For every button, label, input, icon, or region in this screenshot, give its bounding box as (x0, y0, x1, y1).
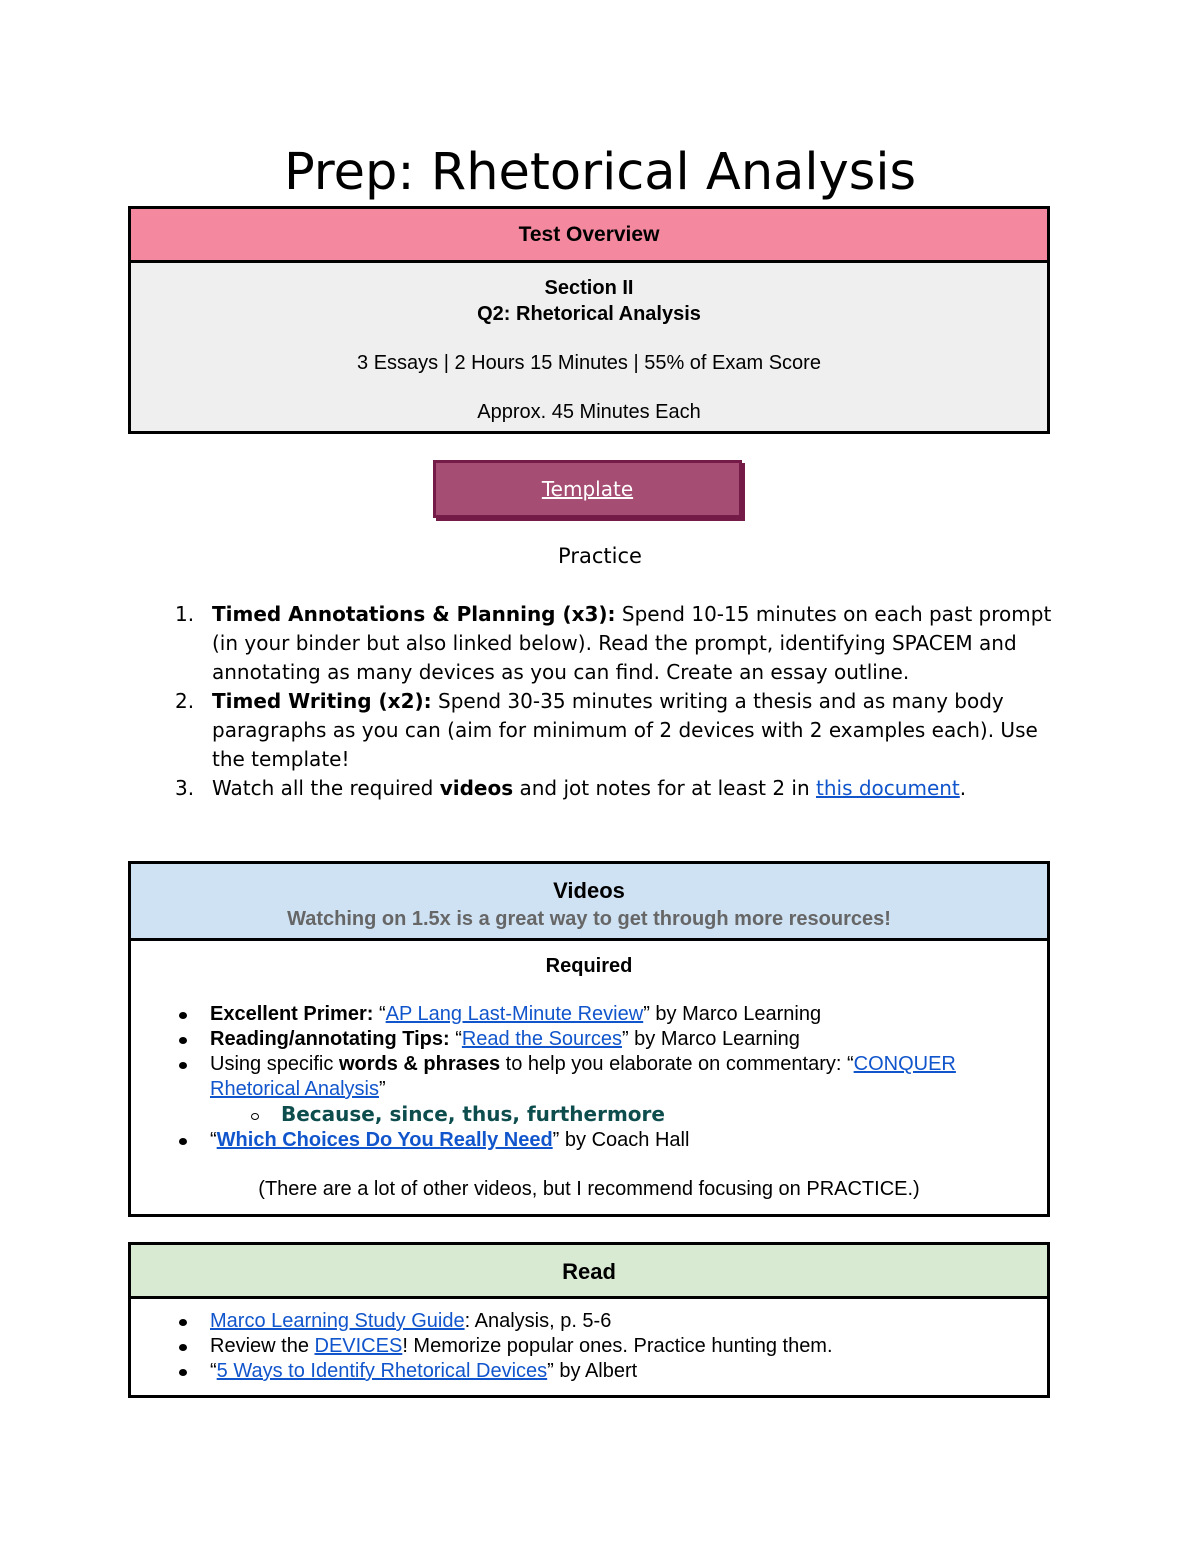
bullet-icon (179, 1319, 187, 1326)
item-text: Using specific (210, 1053, 339, 1075)
videos-body (131, 941, 1047, 1203)
video-link-which-choices[interactable]: Which Choices Do You Really Need (216, 1129, 553, 1151)
this-document-link[interactable]: this document (816, 776, 960, 800)
video-link-conquer-rhetorical-analysis[interactable]: CONQUER Rhetorical Analysis (210, 1053, 956, 1100)
item-text: ” by Coach Hall (552, 1129, 690, 1151)
bullet-icon (179, 1062, 187, 1069)
rhetorical-devices-article-link[interactable]: 5 Ways to Identify Rhetorical Devices (216, 1360, 548, 1382)
item-text: ” by Marco Learning (621, 1028, 800, 1050)
bullet-icon (179, 1369, 187, 1376)
study-guide-link[interactable]: Marco Learning Study Guide (210, 1310, 465, 1332)
practice-item-title: Timed Annotations & Planning (x3): (212, 602, 616, 626)
list-item (131, 1027, 1047, 1052)
required-heading: Required (545, 955, 633, 977)
closing-note: (There are a lot of other videos, but I recommend focusing on PRACTICE.) (258, 1178, 920, 1200)
list-item (131, 1128, 1047, 1153)
section-label: Section II (544, 277, 634, 299)
read-box (128, 1242, 1050, 1398)
sub-list-item: Because, since, thus, furthermore (131, 1102, 1047, 1128)
list-number: 3. (175, 776, 195, 800)
bullet-icon (179, 1037, 187, 1044)
question-label: Q2: Rhetorical Analysis (477, 303, 701, 325)
bullet-icon (179, 1012, 187, 1019)
videos-box (128, 861, 1050, 1217)
item-text: “ (373, 1003, 386, 1025)
bullet-icon (179, 1344, 187, 1351)
item-text: to help you elaborate on commentary: “ (500, 1053, 854, 1075)
videos-title: Videos (553, 878, 625, 903)
video-link-read-the-sources[interactable]: Read the Sources (461, 1028, 622, 1050)
item-text: : Analysis, p. 5-6 (464, 1310, 612, 1332)
videos-subtitle: Watching on 1.5x is a great way to get through more resources! (287, 908, 891, 930)
transition-word: furthermore (526, 1102, 665, 1126)
list-item (131, 1052, 1047, 1102)
list-item (131, 1002, 1047, 1027)
practice-item-text: and jot notes for at least 2 in (513, 776, 816, 800)
item-bold: words & phrases (338, 1053, 501, 1075)
practice-item (175, 687, 1055, 774)
list-item (131, 1309, 1047, 1334)
item-label: Excellent Primer: (210, 1003, 374, 1025)
list-number: 1. (175, 602, 195, 626)
practice-item (175, 774, 1055, 803)
practice-item-text: Spend 10-15 minutes on each past prompt (in your binder but also linked below). Read the prompt, identifying SPACEM and annotating as many devices as you can find. Create an essay outline. (212, 602, 1052, 684)
item-text: Review the (210, 1335, 315, 1357)
item-text: ” by Albert (547, 1360, 638, 1382)
list-item (131, 1359, 1047, 1384)
test-overview-box (128, 206, 1050, 434)
videos-list (131, 1002, 1047, 1153)
practice-item-text: Spend 30-35 minutes writing a thesis and as many body paragraphs as you can (aim for minimum of 2 devices with 2 examples each). Use the template! (212, 689, 1038, 771)
item-text: ” by Marco Learning (643, 1003, 822, 1025)
transition-word: Because (281, 1102, 375, 1126)
practice-item-text: Watch all the required (212, 776, 440, 800)
item-label: Reading/annotating Tips: (210, 1028, 450, 1050)
practice-item (175, 600, 1055, 687)
exam-stats: 3 Essays | 2 Hours 15 Minutes | 55% of Exam Score (357, 352, 821, 374)
videos-header (131, 864, 1047, 941)
transition-word: thus (462, 1102, 513, 1126)
transition-word: since (389, 1102, 448, 1126)
list-number: 2. (175, 689, 195, 713)
read-list (131, 1309, 1047, 1384)
test-overview-header: Test Overview (131, 209, 1047, 263)
bullet-icon (179, 1138, 187, 1145)
practice-item-text: . (959, 776, 967, 800)
practice-item-bold: videos (439, 776, 514, 800)
practice-item-title: Timed Writing (x2): (212, 689, 432, 713)
time-per-essay: Approx. 45 Minutes Each (477, 401, 701, 423)
list-item (131, 1334, 1047, 1359)
read-header: Read (131, 1245, 1047, 1299)
video-link-last-minute-review[interactable]: AP Lang Last-Minute Review (385, 1003, 644, 1025)
item-text: ! Memorize popular ones. Practice hunting them. (402, 1335, 833, 1357)
item-text: “ (210, 1129, 217, 1151)
item-text: “ (210, 1360, 217, 1382)
test-overview-body (131, 263, 1047, 431)
read-body (131, 1299, 1047, 1384)
item-text: ” (378, 1078, 386, 1100)
page-title: Prep: Rhetorical Analysis (283, 143, 917, 202)
devices-link[interactable]: DEVICES (314, 1335, 403, 1357)
item-text: “ (449, 1028, 462, 1050)
practice-list (175, 600, 1055, 803)
hollow-bullet-icon (251, 1113, 259, 1120)
template-button[interactable]: Template (433, 460, 742, 518)
practice-heading: Practice (558, 544, 642, 568)
